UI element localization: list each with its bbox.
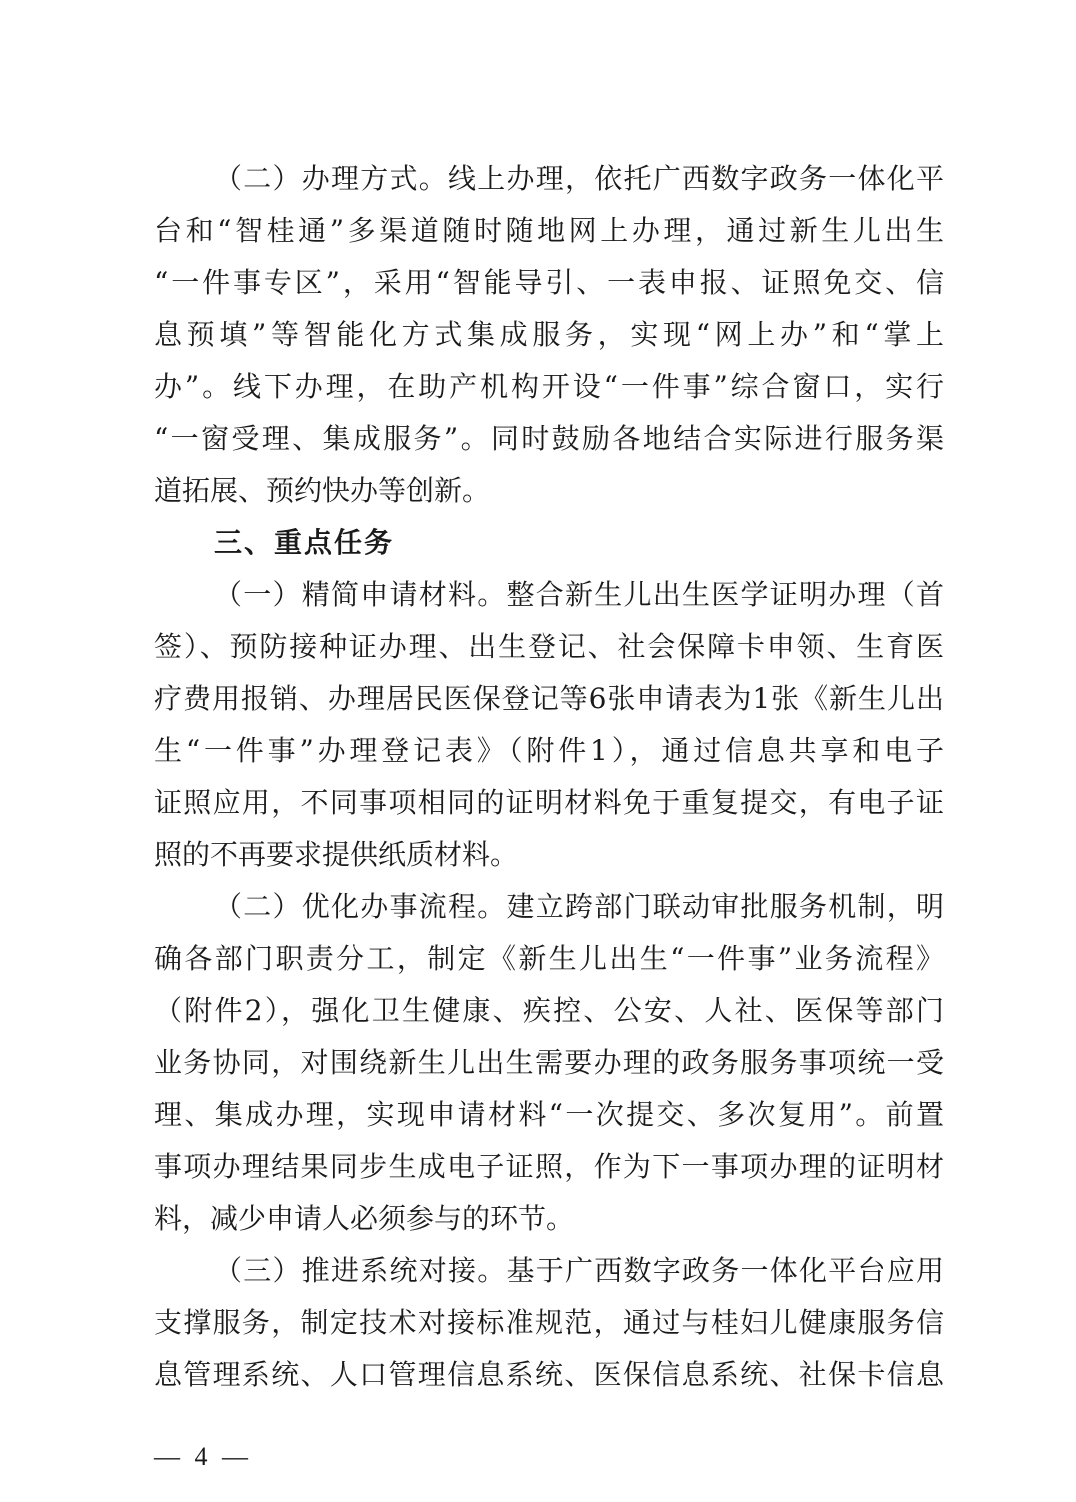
section-heading: 三、重点任务 — [214, 526, 395, 559]
paragraph-line: 证照应用，不同事项相同的证明材料免于重复提交，有电子证 — [154, 786, 944, 819]
paragraph-line: 疗费用报销、办理居民医保登记等6张申请表为1张《新生儿出 — [154, 682, 944, 715]
paragraph-line: （附件2），强化卫生健康、疾控、公安、人社、医保等部门 — [154, 994, 944, 1027]
paragraph-line: 理、集成办理，实现申请材料“一次提交、多次复用”。前置 — [154, 1098, 944, 1131]
paragraph-line: 生“一件事”办理登记表》（附件1），通过信息共享和电子 — [154, 734, 944, 767]
paragraph-line: “一件事专区”，采用“智能导引、一表申报、证照免交、信 — [154, 266, 944, 299]
paragraph-line: 确各部门职责分工，制定《新生儿出生“一件事”业务流程》 — [154, 942, 944, 975]
page-number: — 4 — — [154, 1442, 252, 1471]
paragraph-line: 息预填”等智能化方式集成服务，实现“网上办”和“掌上 — [154, 318, 944, 351]
paragraph-line: 事项办理结果同步生成电子证照，作为下一事项办理的证明材 — [154, 1150, 944, 1183]
paragraph-line: （三）推进系统对接。基于广西数字政务一体化平台应用 — [214, 1254, 944, 1287]
paragraph-line: （二）优化办事流程。建立跨部门联动审批服务机制，明 — [214, 890, 944, 923]
paragraph-line: 签）、预防接种证办理、出生登记、社会保障卡申领、生育医 — [154, 630, 944, 663]
paragraph-line: 照的不再要求提供纸质材料。 — [154, 838, 519, 871]
paragraph-line: 办”。线下办理，在助产机构开设“一件事”综合窗口，实行 — [154, 370, 944, 403]
paragraph-line: 支撑服务，制定技术对接标准规范，通过与桂妇儿健康服务信 — [154, 1306, 944, 1339]
paragraph-line: 料，减少申请人必须参与的环节。 — [154, 1202, 575, 1235]
paragraph-line: 台和“智桂通”多渠道随时随地网上办理，通过新生儿出生 — [154, 214, 944, 247]
paragraph-line: （二）办理方式。线上办理，依托广西数字政务一体化平 — [214, 162, 944, 195]
paragraph-line: 道拓展、预约快办等创新。 — [154, 474, 491, 507]
paragraph-line: （一）精简申请材料。整合新生儿出生医学证明办理（首 — [214, 578, 944, 611]
paragraph-line: “一窗受理、集成服务”。同时鼓励各地结合实际进行服务渠 — [154, 422, 944, 455]
paragraph-line: 业务协同，对围绕新生儿出生需要办理的政务服务事项统一受 — [154, 1046, 944, 1079]
paragraph-line: 息管理系统、人口管理信息系统、医保信息系统、社保卡信息 — [154, 1358, 944, 1391]
